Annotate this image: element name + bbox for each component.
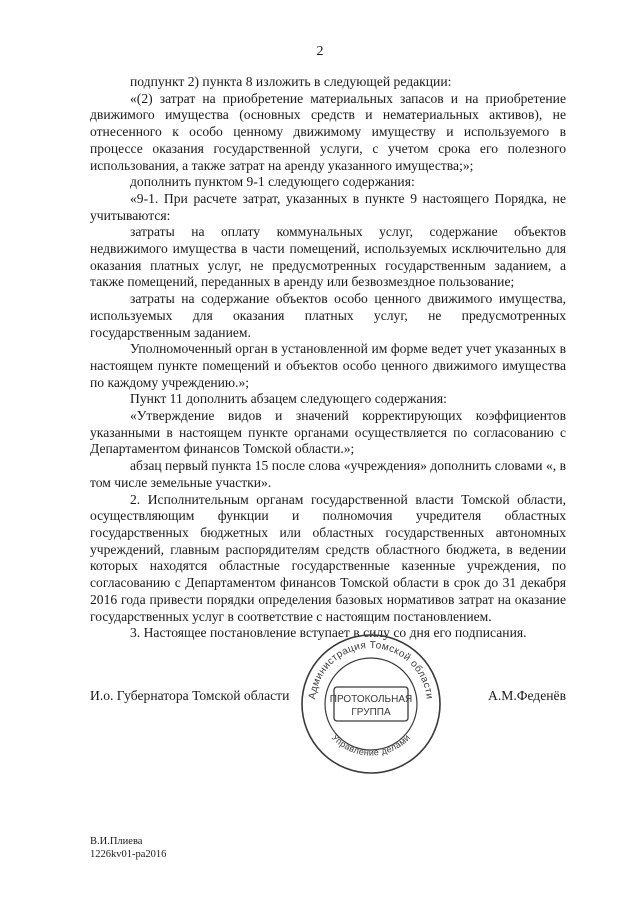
paragraph: дополнить пунктом 9-1 следующего содержания: [130, 174, 415, 190]
paragraph: абзац первый пункта 15 после слова «учреждения» дополнить словами «, в том числе земельные участки». [90, 458, 566, 490]
paragraph: 2. Исполнительным органам государственной власти Томской области, осуществляющим функции и полномочия учредителя областных государственных бюджетных или областных государственных автономных учреждений, главным распорядителям средств областного бюджета, в ведении которых находятся областные государственные казенные учреждения, по согласованию с Департаментом финансов Томской области в срок до 31 декабря 2016 года привести порядки определения базовых нормативов затрат на оказание государственных услуг в соответствие с настоящим постановлением. [90, 491, 566, 624]
footer [90, 836, 166, 861]
stamp-outer-text: Администрация Томской области [307, 639, 435, 701]
paragraph: «Утверждение видов и значений корректирующих коэффициентов указанными в настоящем пункте органами осуществляется по согласованию с Департаментом финансов Томской области.»; [90, 408, 566, 457]
page-number: 2 [316, 44, 324, 59]
paragraph: Пункт 11 дополнить абзацем следующего содержания: [130, 391, 447, 407]
paragraph: подпункт 2) пункта 8 изложить в следующей редакции: [130, 74, 452, 89]
paragraph: Уполномоченный орган в установленной им форме ведет учет указанных в настоящем пункте помещений и объектов особо ценного движимого имущества по каждому учреждению.»; [90, 341, 566, 390]
paragraph: затраты на оплату коммунальных услуг, содержание объектов недвижимого имущества в части помещений, используемых исключительно для оказания платных услуг, не предусмотренных государственным заданием, а также помещений, переданных в аренду или безвозмездное пользование; [90, 224, 566, 290]
svg-text:Управление делами [330, 732, 412, 757]
signer-name: А.М.Феденёв [488, 688, 566, 703]
official-seal-icon [298, 631, 444, 777]
stamp-inner-line-1: ПРОТОКОЛЬНАЯ [329, 694, 413, 705]
signer-title: И.о. Губернатора Томской области [90, 688, 290, 703]
document-body [90, 74, 566, 642]
stamp-bottom-text: Управление делами [329, 732, 413, 758]
paragraph: 3. Настоящее постановление вступает в силу со дня его подписания. [130, 625, 527, 641]
footer-author: В.И.Плиева [90, 836, 143, 847]
footer-doc-code: 1226kv01-pa2016 [90, 848, 167, 860]
paragraph: «(2) затрат на приобретение материальных запасов и на приобретение движимого имущества (основных средств и нематериальных активов), не отнесенного к особо ценному движимому имуществу и используемого в процессе оказания государственной услуги, с учетом срока его полезного использования, а также затрат на аренду указанного имущества;»; [90, 90, 566, 173]
paragraph: затраты на содержание объектов особо ценного движимого имущества, используемых для оказания платных услуг, не предусмотренных государственным заданием. [90, 291, 566, 340]
paragraph: «9-1. При расчете затрат, указанных в пункте 9 настоящего Порядка, не учитываются: [90, 190, 566, 223]
stamp-inner-line-2: ГРУППА [351, 707, 391, 718]
